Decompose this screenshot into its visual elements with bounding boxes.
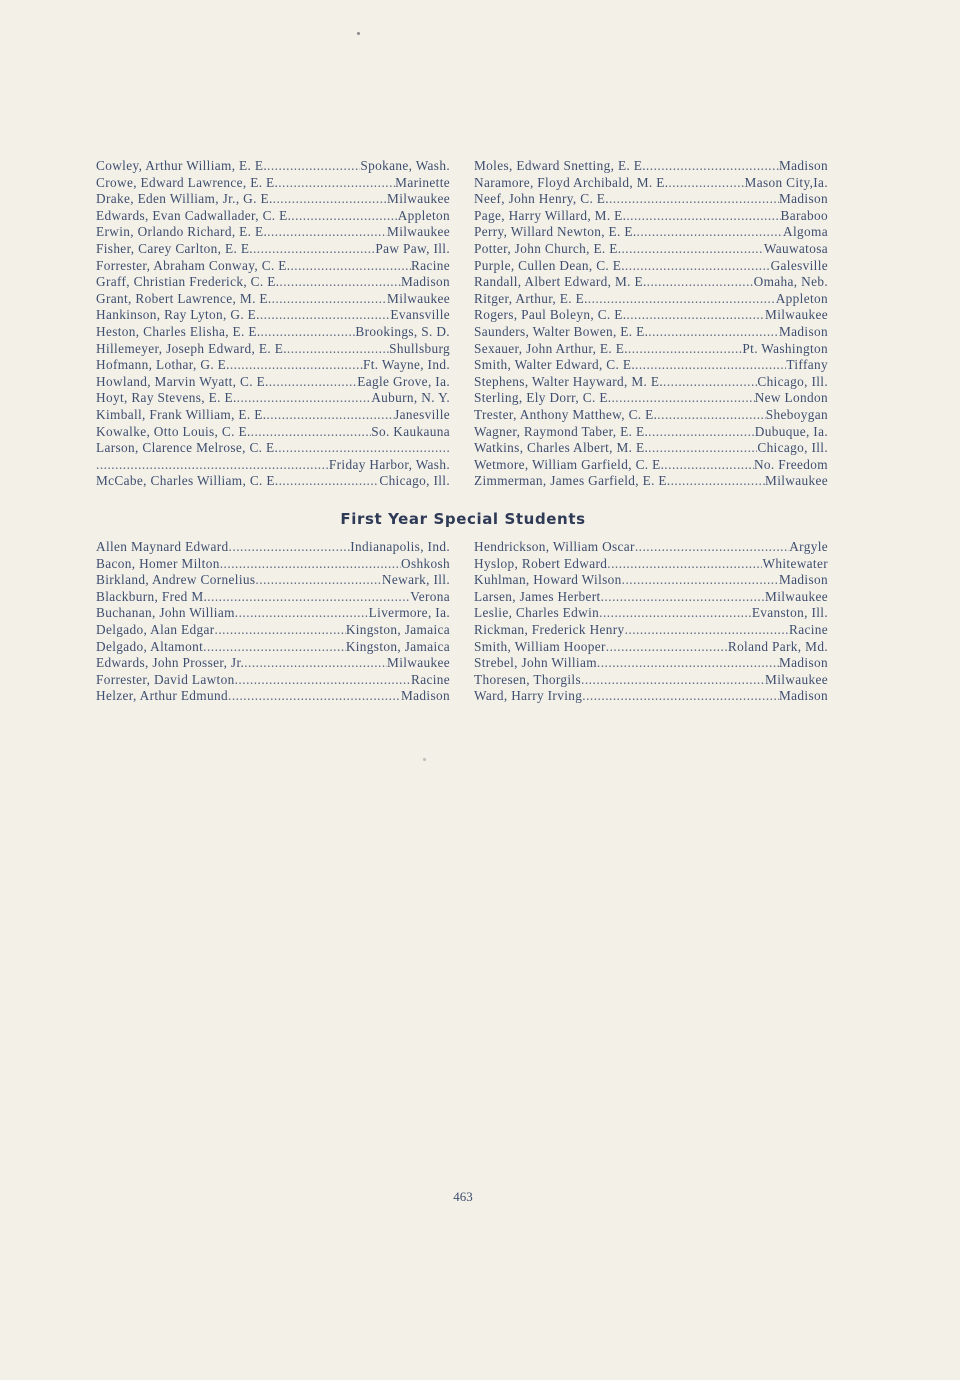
student-entry	[474, 191, 828, 208]
student-entry	[474, 622, 828, 639]
student-hometown: Milwaukee	[387, 191, 450, 207]
dot-leader	[215, 622, 346, 639]
dot-leader	[260, 307, 391, 324]
dot-leader	[648, 324, 779, 341]
student-entry	[474, 556, 828, 573]
dot-leader	[628, 341, 743, 358]
student-hometown: New London	[754, 390, 828, 406]
section-title: First Year Special Students	[340, 510, 586, 528]
student-entry	[474, 672, 828, 689]
dot-leader	[611, 390, 754, 407]
student-name: Kimball, Frank William, E. E.	[96, 406, 267, 422]
student-hometown: Kingston, Jamaica	[345, 638, 450, 654]
student-entry	[474, 655, 828, 672]
student-name: Allen Maynard Edward	[96, 539, 229, 554]
dot-leader	[648, 424, 755, 441]
student-entry	[96, 672, 450, 689]
student-hometown: Livermore, Ia.	[368, 605, 450, 621]
dot-leader	[648, 440, 757, 457]
student-name: Watkins, Charles Albert, M. E.	[474, 440, 649, 456]
dot-leader	[96, 457, 329, 474]
student-name: Zimmerman, James Garfield, E. E.	[474, 473, 671, 489]
student-hometown: Oshkosh	[401, 555, 450, 571]
dot-leader	[235, 672, 411, 689]
student-name: Wetmore, William Garfield, C. E.	[474, 456, 665, 472]
dot-leader	[253, 241, 375, 258]
student-entry	[474, 457, 828, 474]
student-name: McCabe, Charles William, C. E.	[96, 473, 279, 489]
student-entry	[474, 639, 828, 656]
student-list-top-right	[474, 158, 828, 490]
student-hometown: Milwaukee	[765, 307, 828, 323]
student-name: Rickman, Frederick Henry	[474, 621, 625, 637]
student-name: Edwards, John Prosser, Jr.	[96, 655, 245, 671]
student-name: Larson, Clarence Melrose, C. E.	[96, 440, 279, 456]
student-name: Trester, Anthony Matthew, C. E.	[474, 406, 658, 422]
student-hometown: Madison	[779, 323, 828, 339]
dot-leader	[601, 589, 765, 606]
student-hometown: Tiffany	[786, 357, 828, 373]
special-student-list-right	[474, 539, 828, 705]
student-name: Hoyt, Ray Stevens, E. E.	[96, 390, 237, 406]
student-entry	[474, 291, 828, 308]
student-name: Potter, John Church, E. E.	[474, 240, 622, 256]
student-name: Forrester, Abraham Conway, C. E.	[96, 257, 291, 273]
student-name: Hofmann, Lothar, G. E.	[96, 357, 230, 373]
student-hometown: Roland Park, Md.	[727, 638, 828, 654]
student-name: Blackburn, Fred M.	[96, 588, 208, 604]
dot-leader	[278, 440, 450, 457]
student-entry	[474, 357, 828, 374]
dot-leader	[646, 158, 779, 175]
student-hometown: Chicago, Ill.	[379, 473, 450, 489]
student-hometown: Madison	[401, 274, 450, 290]
student-hometown: Brookings, S. D.	[355, 323, 450, 339]
student-name: Hendrickson, William Oscar	[474, 539, 635, 554]
student-entry	[474, 258, 828, 275]
student-name: Thoresen, Thorgils	[474, 671, 582, 687]
student-entry	[96, 374, 450, 391]
student-entry	[96, 639, 450, 656]
dot-leader	[267, 158, 360, 175]
student-hometown: Algoma	[783, 224, 828, 240]
student-entry	[96, 622, 450, 639]
dot-leader	[278, 175, 395, 192]
dot-leader	[251, 424, 372, 441]
dot-leader	[279, 274, 401, 291]
student-entry	[96, 457, 450, 474]
student-name: Smith, William Hooper	[474, 638, 606, 654]
student-name: Buchanan, John William	[96, 605, 235, 621]
student-entry	[96, 572, 450, 589]
student-hometown: No. Freedom	[753, 456, 828, 472]
student-name: Forrester, David Lawton	[96, 671, 235, 687]
student-entry	[96, 655, 450, 672]
student-hometown: Pt. Washington	[742, 340, 828, 356]
student-name: Hyslop, Robert Edward	[474, 555, 608, 571]
student-hometown: Madison	[401, 688, 450, 704]
student-entry	[96, 473, 450, 490]
student-entry	[96, 539, 450, 556]
student-hometown: Newark, Ill.	[381, 572, 450, 588]
student-list-top-left	[96, 158, 450, 490]
student-name: Naramore, Floyd Archibald, M. E.	[474, 174, 669, 190]
student-name: Howland, Marvin Wyatt, C. E.	[96, 373, 269, 389]
dot-leader	[626, 208, 780, 225]
student-entry	[474, 307, 828, 324]
student-name: Drake, Eden William, Jr., G. E.	[96, 191, 273, 207]
dot-leader	[626, 307, 765, 324]
student-entry	[474, 407, 828, 424]
dot-leader	[621, 241, 763, 258]
dot-leader	[237, 390, 372, 407]
dot-leader	[588, 291, 776, 308]
student-entry	[96, 341, 450, 358]
dot-leader	[622, 572, 779, 589]
student-entry	[96, 291, 450, 308]
student-hometown: Galesville	[770, 257, 828, 273]
student-entry	[474, 440, 828, 457]
dot-leader	[255, 572, 382, 589]
student-hometown: Milwaukee	[765, 473, 828, 489]
student-entry	[474, 424, 828, 441]
dot-leader	[664, 457, 754, 474]
dot-leader	[647, 274, 754, 291]
student-entry	[96, 390, 450, 407]
student-entry	[474, 390, 828, 407]
student-name: Graff, Christian Frederick, C. E.	[96, 274, 280, 290]
student-hometown: Argyle	[789, 539, 828, 554]
student-name: Birkland, Andrew Cornelius	[96, 572, 256, 588]
student-entry	[96, 158, 450, 175]
student-hometown: Friday Harbor, Wash.	[328, 456, 450, 472]
student-name: Grant, Robert Lawrence, M. E.	[96, 290, 272, 306]
student-entry	[96, 191, 450, 208]
student-name: Purple, Cullen Dean, C. E.	[474, 257, 625, 273]
student-entry	[96, 440, 450, 457]
student-name: Fisher, Carey Carlton, E. E.	[96, 240, 253, 256]
dot-leader	[657, 407, 765, 424]
dot-leader	[287, 341, 389, 358]
student-hometown: Wauwatosa	[763, 240, 828, 256]
dot-leader	[291, 208, 397, 225]
dot-leader	[244, 655, 387, 672]
student-hometown: Milwaukee	[387, 655, 450, 671]
student-name: Leslie, Charles Edwin	[474, 605, 600, 621]
dot-leader	[599, 605, 752, 622]
student-hometown: Chicago, Ill.	[757, 373, 828, 389]
dot-leader	[668, 175, 744, 192]
student-name: Kuhlman, Howard Wilson	[474, 572, 622, 588]
dot-leader	[597, 655, 779, 672]
dot-leader	[229, 539, 351, 556]
student-hometown: Evansville	[390, 307, 450, 323]
student-name: Hillemeyer, Joseph Edward, E. E.	[96, 340, 287, 356]
ink-speck	[357, 32, 360, 35]
student-name: Neef, John Henry, C. E.	[474, 191, 609, 207]
dot-leader	[269, 374, 358, 391]
student-entry	[474, 224, 828, 241]
student-hometown: Ft. Wayne, Ind.	[362, 357, 450, 373]
student-entry	[474, 274, 828, 291]
student-name: Ritger, Arthur, E. E.	[474, 290, 588, 306]
dot-leader	[607, 556, 762, 573]
dot-leader	[228, 688, 401, 705]
student-entry	[474, 175, 828, 192]
student-name: Perry, Willard Newton, E. E.	[474, 224, 637, 240]
student-name: Delgado, Altamont	[96, 638, 204, 654]
student-hometown: Eagle Grove, Ia.	[357, 373, 450, 389]
student-hometown: Janesville	[394, 406, 450, 422]
student-entry	[96, 407, 450, 424]
student-name: Crowe, Edward Lawrence, E. E.	[96, 174, 279, 190]
student-entry	[474, 589, 828, 606]
student-hometown: Auburn, N. Y.	[371, 390, 450, 406]
student-entry	[474, 539, 828, 556]
student-entry	[96, 324, 450, 341]
student-hometown: Milwaukee	[765, 671, 828, 687]
student-hometown: Baraboo	[780, 207, 828, 223]
dot-leader	[279, 473, 380, 490]
dot-leader	[582, 688, 779, 705]
dot-leader	[635, 357, 786, 374]
ink-speck	[423, 758, 426, 761]
student-name: Page, Harry Willard, M. E.	[474, 207, 627, 223]
student-hometown: Spokane, Wash.	[360, 158, 450, 173]
student-name: Kowalke, Otto Louis, C. E.	[96, 423, 251, 439]
student-hometown: Shullsburg	[389, 340, 450, 356]
page-number: 463	[453, 1189, 473, 1204]
student-entry	[96, 241, 450, 258]
dot-leader	[272, 291, 387, 308]
student-entry	[474, 374, 828, 391]
student-hometown: Verona	[410, 588, 450, 604]
student-hometown: Racine	[788, 621, 828, 637]
student-hometown: Evanston, Ill.	[751, 605, 828, 621]
dot-leader	[635, 539, 789, 556]
student-hometown: Racine	[410, 671, 450, 687]
student-hometown: Sheboygan	[765, 406, 828, 422]
student-entry	[96, 605, 450, 622]
student-entry	[474, 473, 828, 490]
student-hometown: Milwaukee	[765, 588, 828, 604]
student-hometown: Madison	[779, 655, 828, 671]
student-entry	[96, 424, 450, 441]
student-entry	[474, 572, 828, 589]
student-hometown: So. Kaukauna	[371, 423, 450, 439]
student-name: Stephens, Walter Hayward, M. E.	[474, 373, 664, 389]
student-name: Sterling, Ely Dorr, C. E.	[474, 390, 612, 406]
student-entry	[474, 688, 828, 705]
student-hometown: Whitewater	[762, 555, 828, 571]
student-name: Edwards, Evan Cadwallader, C. E.	[96, 207, 292, 223]
student-hometown: Madison	[779, 158, 828, 173]
student-name: Cowley, Arthur William, E. E.	[96, 158, 268, 173]
dot-leader	[261, 324, 356, 341]
student-name: Rogers, Paul Boleyn, C. E.	[474, 307, 627, 323]
student-hometown: Indianapolis, Ind.	[350, 539, 450, 554]
student-hometown: Madison	[779, 572, 828, 588]
dot-leader	[625, 622, 789, 639]
student-hometown: Appleton	[775, 290, 828, 306]
dot-leader	[625, 258, 771, 275]
student-name: Randall, Albert Edward, M. E.	[474, 274, 647, 290]
dot-leader	[290, 258, 411, 275]
student-entry	[474, 241, 828, 258]
dot-leader	[671, 473, 765, 490]
student-name: Smith, Walter Edward, C. E.	[474, 357, 636, 373]
student-hometown: Omaha, Neb.	[753, 274, 828, 290]
student-entry	[96, 208, 450, 225]
student-name: Moles, Edward Snetting, E. E.	[474, 158, 646, 173]
dot-leader	[606, 639, 728, 656]
student-entry	[474, 208, 828, 225]
student-name: Heston, Charles Elisha, E. E.	[96, 323, 261, 339]
dot-leader	[220, 556, 401, 573]
student-hometown: Madison	[779, 688, 828, 704]
student-entry	[96, 357, 450, 374]
student-hometown: Kingston, Jamaica	[345, 621, 450, 637]
student-hometown: Dubuque, Ia.	[754, 423, 828, 439]
student-name: Bacon, Homer Milton	[96, 555, 220, 571]
student-name: Hankinson, Ray Lyton, G. E.	[96, 307, 260, 323]
student-name: Wagner, Raymond Taber, E. E.	[474, 423, 649, 439]
student-hometown: Madison	[779, 191, 828, 207]
student-name: Helzer, Arthur Edmund	[96, 688, 228, 704]
dot-leader	[609, 191, 779, 208]
student-hometown: Paw Paw, Ill.	[375, 240, 450, 256]
dot-leader	[581, 672, 765, 689]
student-entry	[474, 341, 828, 358]
dot-leader	[235, 605, 369, 622]
student-entry	[96, 175, 450, 192]
student-hometown: Chicago, Ill.	[757, 440, 828, 456]
student-name: Erwin, Orlando Richard, E. E.	[96, 224, 268, 240]
dot-leader	[267, 224, 387, 241]
student-hometown: Milwaukee	[387, 290, 450, 306]
student-entry	[96, 307, 450, 324]
dot-leader	[637, 224, 784, 241]
student-hometown: Marinette	[395, 174, 450, 190]
student-entry	[96, 258, 450, 275]
dot-leader	[273, 191, 387, 208]
dot-leader	[207, 589, 410, 606]
dot-leader	[663, 374, 757, 391]
student-entry	[474, 324, 828, 341]
student-entry	[96, 556, 450, 573]
student-entry	[474, 158, 828, 175]
dot-leader	[230, 357, 363, 374]
student-name: Strebel, John William	[474, 655, 597, 671]
student-entry	[96, 589, 450, 606]
student-entry	[96, 274, 450, 291]
student-entry	[96, 688, 450, 705]
student-hometown: Mason City,Ia.	[744, 174, 828, 190]
student-hometown: Racine	[410, 257, 450, 273]
dot-leader	[266, 407, 394, 424]
student-entry	[474, 605, 828, 622]
student-name: Sexauer, John Arthur, E. E.	[474, 340, 628, 356]
special-student-list-left	[96, 539, 450, 705]
student-entry	[96, 224, 450, 241]
student-hometown: Milwaukee	[387, 224, 450, 240]
student-name: Larsen, James Herbert	[474, 588, 601, 604]
student-name: Delgado, Alan Edgar	[96, 621, 215, 637]
dot-leader	[203, 639, 346, 656]
student-hometown: Appleton	[397, 207, 450, 223]
student-name: Ward, Harry Irving	[474, 688, 583, 704]
student-name: Saunders, Walter Bowen, E. E.	[474, 323, 649, 339]
